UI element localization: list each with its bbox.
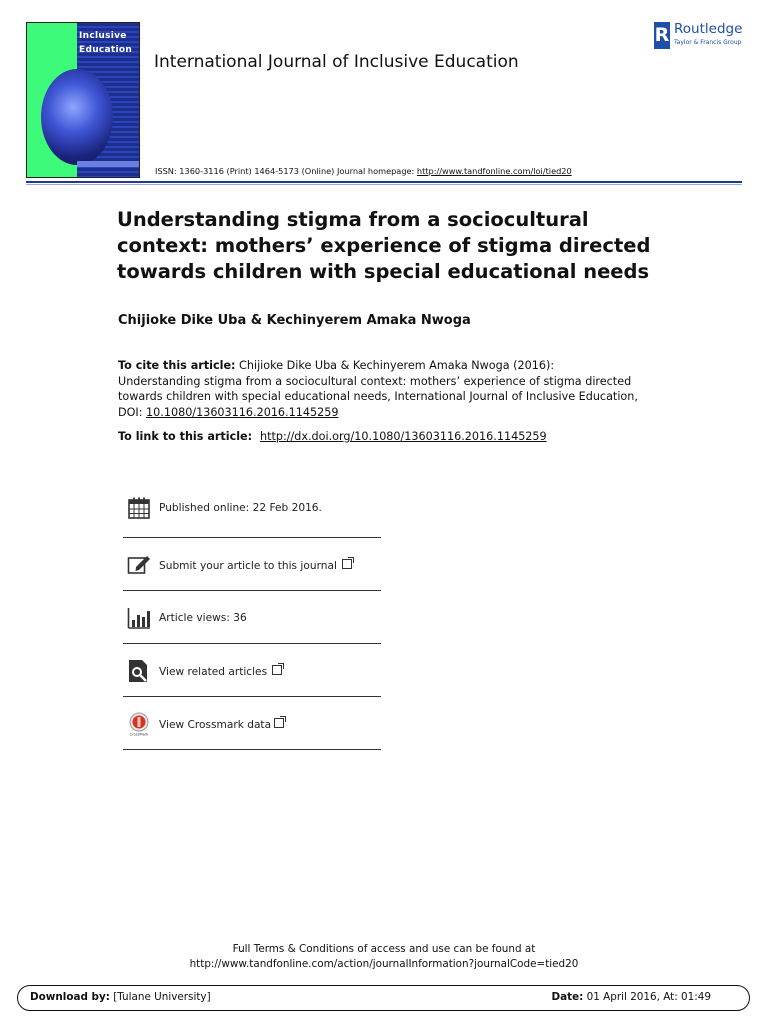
issn-text: ISSN: 1360-3116 (Print) 1464-5173 (Online) Journal homepage: xyxy=(155,166,417,176)
related-articles-text: View related articles xyxy=(159,666,268,678)
cite-doi-link[interactable]: 10.1080/13603116.2016.1145259 xyxy=(146,405,339,419)
article-authors: Chijioke Dike Uba & Kechinyerem Amaka Nwoga xyxy=(118,313,471,328)
article-views-row xyxy=(123,590,381,644)
download-by-value: [Tulane University] xyxy=(109,991,211,1003)
external-link-icon xyxy=(272,665,282,675)
publisher-subtitle: Taylor & Francis Group xyxy=(674,39,742,46)
related-articles-row[interactable] xyxy=(123,643,381,697)
submit-article-text: Submit your article to this journal xyxy=(159,560,337,572)
search-document-icon xyxy=(127,659,151,683)
terms-block xyxy=(0,942,768,972)
external-link-icon xyxy=(274,718,284,728)
crossmark-icon xyxy=(127,712,151,736)
submit-article-link[interactable] xyxy=(159,559,352,572)
related-articles-link[interactable] xyxy=(159,665,282,678)
article-link-line xyxy=(118,430,547,443)
header-divider xyxy=(26,181,742,183)
routledge-mark-icon: R xyxy=(654,22,670,49)
cover-face-graphic xyxy=(41,69,113,165)
date-label: Date: xyxy=(551,991,584,1003)
terms-url-link[interactable]: http://www.tandfonline.com/action/journalInformation?journalCode=tied20 xyxy=(189,958,579,970)
article-views-text: Article views: 36 xyxy=(159,612,247,624)
download-by xyxy=(30,991,211,1003)
crossmark-text: View Crossmark data xyxy=(159,719,272,731)
publisher-name: Routledge xyxy=(674,21,743,37)
article-title: Understanding stigma from a sociocultural context: mothers’ experience of stigma directed towards children with special educational needs xyxy=(117,208,651,283)
crossmark-row[interactable] xyxy=(123,696,381,750)
download-by-label: Download by: xyxy=(30,991,110,1003)
crossmark-icon-text: CrossMark xyxy=(129,732,149,736)
download-date xyxy=(552,991,712,1003)
cover-title-line2: Education xyxy=(79,45,133,55)
submit-article-row[interactable] xyxy=(123,537,381,591)
published-online-row xyxy=(123,480,381,533)
bar-chart-icon xyxy=(127,606,151,630)
crossmark-link[interactable] xyxy=(159,718,284,731)
citation-block xyxy=(118,358,638,420)
cover-footer-band xyxy=(77,161,139,167)
cover-title-line1: Inclusive xyxy=(79,31,127,41)
calendar-icon xyxy=(127,496,151,520)
link-label: To link to this article: xyxy=(118,430,256,443)
journal-title: International Journal of Inclusive Education xyxy=(154,52,519,72)
published-online-text: Published online: 22 Feb 2016. xyxy=(159,502,322,514)
issn-line xyxy=(155,166,572,176)
date-value: 01 April 2016, At: 01:49 xyxy=(583,991,711,1003)
edit-icon xyxy=(127,553,151,577)
article-doi-url-link[interactable]: http://dx.doi.org/10.1080/13603116.2016.1145259 xyxy=(260,430,547,443)
header-divider-thin xyxy=(26,184,742,185)
routledge-logo xyxy=(654,20,750,50)
download-info-bar xyxy=(17,985,750,1011)
journal-homepage-link[interactable]: http://www.tandfonline.com/loi/tied20 xyxy=(416,166,572,176)
cite-text: Chijioke Dike Uba & Kechinyerem Amaka Nwoga (2016): Understanding stigma from a sociocultural context: mothers’ experience of stigma directed towards children with special educational needs, International Journal of Inclusive Education, DOI: xyxy=(118,359,638,419)
external-link-icon xyxy=(342,559,352,569)
terms-line1: Full Terms & Conditions of access and use can be found at xyxy=(232,943,536,955)
cite-label: To cite this article: xyxy=(118,359,236,372)
journal-cover-image xyxy=(26,22,140,178)
